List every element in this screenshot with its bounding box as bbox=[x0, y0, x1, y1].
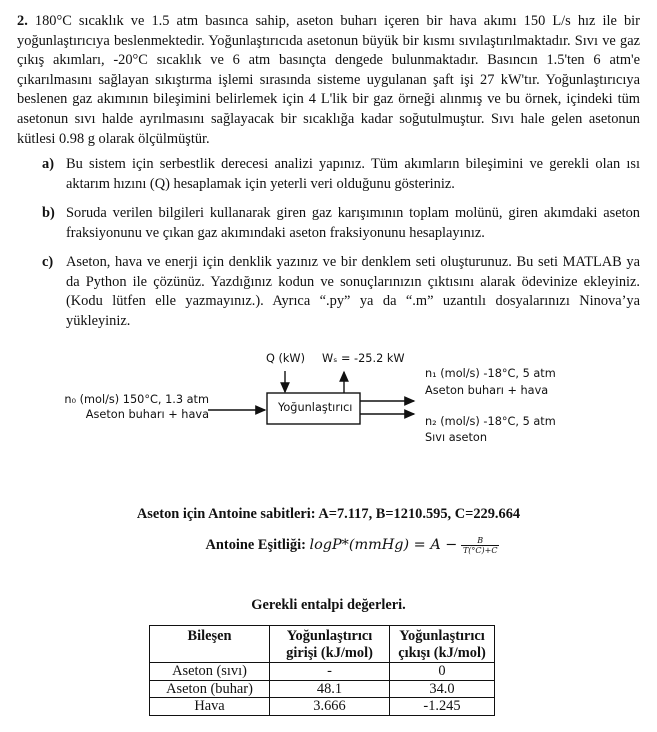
table-cell: 48.1 bbox=[270, 680, 390, 698]
table-cell: 3.666 bbox=[270, 698, 390, 716]
table-cell: -1.245 bbox=[390, 698, 495, 716]
column-header: Bileşen bbox=[150, 626, 270, 663]
outlet1-label-1: n₁ (mol/s) -18°C, 5 atm bbox=[425, 367, 556, 380]
heat-label: Q (kW) bbox=[266, 352, 306, 365]
question-label: b) bbox=[42, 205, 55, 221]
table-cell: Aseton (buhar) bbox=[150, 680, 270, 698]
fraction-numerator: B bbox=[461, 536, 500, 546]
question-text: Soruda verilen bilgileri kullanarak giren gaz karışımının toplam molünü, giren akımdaki aseton fraksiyonunu ve çıkan gaz akımındaki aseton fraksiyonunu hesaplayınız. bbox=[66, 205, 640, 241]
table-cell: - bbox=[270, 663, 390, 681]
question-a bbox=[42, 155, 640, 194]
column-header: Yoğunlaştırıcı girişi (kJ/mol) bbox=[270, 626, 390, 663]
outlet2-label-1: n₂ (mol/s) -18°C, 5 atm bbox=[425, 415, 556, 428]
table-cell: Aseton (sıvı) bbox=[150, 663, 270, 681]
antoine-equation bbox=[0, 536, 657, 555]
condenser-label: Yoğunlaştırıcı bbox=[278, 401, 353, 414]
fraction-denominator: T(°C)+C bbox=[462, 546, 498, 555]
outlet1-label-2: Aseton buharı + hava bbox=[425, 384, 549, 397]
question-text: Bu sistem için serbestlik derecesi analizi yapınız. Tüm akımların bileşimini ve gerekli olan ısı aktarım hızını (Q) hesaplamak için yeterli veri olduğunu gösteriniz. bbox=[66, 156, 640, 192]
inlet-label-2: Aseton buharı + hava bbox=[85, 408, 209, 421]
inlet-label-1: n₀ (mol/s) 150°C, 1.3 atm bbox=[64, 393, 209, 406]
question-label: a) bbox=[42, 156, 54, 172]
table-cell: 34.0 bbox=[390, 680, 495, 698]
work-label: Wₛ = -25.2 kW bbox=[322, 352, 405, 365]
problem-text: 180°C sıcaklık ve 1.5 atm basınca sahip, aseton buharı içeren bir hava akımı 150 L/s hız ile bir yoğunlaştırıcıya beslenmektedir. Yoğunlaştırıcıda asetonun büyük bir kısmı sıvılaştırılmaktadır. Sıvı ve gaz çıkış akımları, -20°C sıcaklık ve 6 atm basınçta dengede bulunmaktadır. Basıncın 1.5'ten 6 atm'e çıkarılmasını sağlayan sıkıştırma işlemi sırasında sisteme uygulanan şaft işi 27 kW'tır. Yoğunlaştırıcıya beslenen gaz akımının bileşimini belirlemek için 4 L'lik bir gaz örneği alınmış ve bu örnek, içindeki tüm asetonun sıvı halde ayrılmasını sağlayacak bir sıcaklığa kadar soğutulmuştur. Sıvı hale gelen asetonun kütlesi 0.98 g olarak ölçülmüştür. bbox=[17, 13, 640, 147]
problem-statement bbox=[17, 12, 640, 149]
equation-lhs: logP*(mmHg) = A − bbox=[309, 536, 458, 553]
enthalpy-table bbox=[149, 625, 495, 716]
outlet2-label-2: Sıvı aseton bbox=[425, 431, 487, 444]
equation-label: Antoine Eşitliği: bbox=[205, 536, 306, 553]
table-row bbox=[150, 698, 495, 716]
table-header-row bbox=[150, 626, 495, 663]
problem-number: 2. bbox=[17, 13, 28, 29]
column-header: Yoğunlaştırıcı çıkışı (kJ/mol) bbox=[390, 626, 495, 663]
table-row bbox=[150, 680, 495, 698]
question-b bbox=[42, 204, 640, 243]
table-cell: 0 bbox=[390, 663, 495, 681]
question-text: Aseton, hava ve enerji için denklik yazınız ve bir denklem seti oluşturunuz. Bu seti MATLAB ya da Python ile çözünüz. Yazdığınız kodun ve sonuçlarınızın çıktısını alarak ödevinize ekleyiniz. (Kodu lütfen elle yazmayınız.). Ayrıca “.py” ya da “.m” uzantılı dosyalarınızı Ninova’ya yükleyiniz. bbox=[66, 254, 640, 329]
table-title: Gerekli entalpi değerleri. bbox=[251, 597, 406, 613]
process-diagram bbox=[0, 340, 657, 460]
equation-fraction bbox=[461, 536, 500, 555]
antoine-constants: Aseton için Antoine sabitleri: A=7.117, B=1210.595, C=229.664 bbox=[136, 506, 521, 522]
question-c bbox=[42, 253, 640, 331]
table-row bbox=[150, 663, 495, 681]
table-cell: Hava bbox=[150, 698, 270, 716]
question-label: c) bbox=[42, 254, 54, 270]
